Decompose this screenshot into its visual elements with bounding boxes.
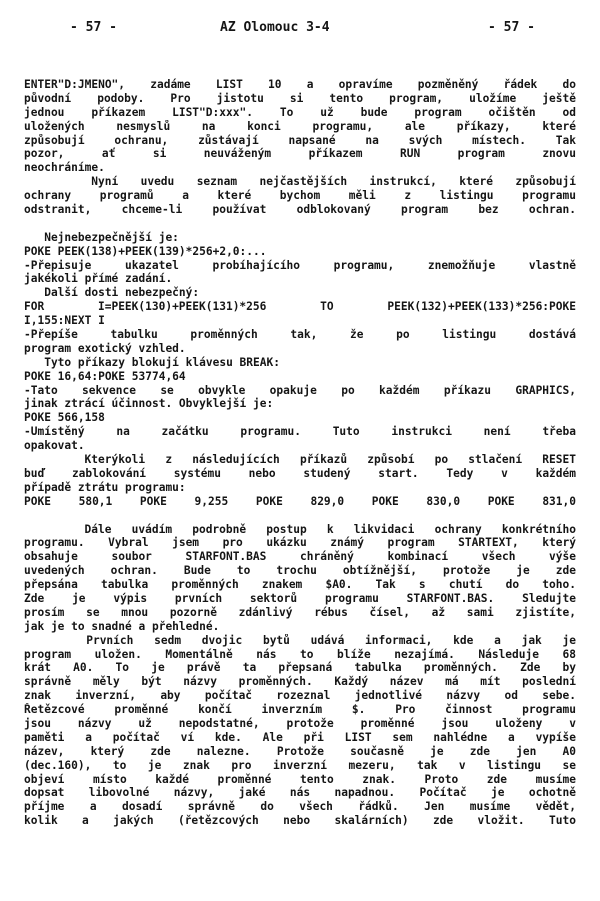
text-line: případě ztrátu programu: (24, 480, 186, 494)
page-header (0, 20, 600, 40)
text-line: jsou názvy už nepodstatné, protože proměnné jsou uloženy v (24, 716, 576, 730)
text-line: způsobují ochranu, zůstávají napsané na svých místech. Tak (24, 133, 576, 147)
text-line: -Tato sekvence se obvykle opakuje po každém příkazu GRAPHICS, (24, 383, 576, 397)
text-line: jakékoli přímé zadání. (24, 272, 173, 286)
text-line: jinak ztrácí účinnost. Obvyklejší je: (24, 397, 274, 411)
text-line: -Přepíše tabulku proměnných tak, že po listingu dostává (24, 328, 576, 342)
text-line: ENTER"D:JMENO", zadáme LIST 10 a opravíme pozměněný řádek do (24, 78, 576, 91)
text-line: krát A0. To je právě ta přepsaná tabulka proměnných. Zde by (24, 661, 576, 675)
text-line: programu. Vybral jsem pro ukázku známý program STARTEXT, který (24, 536, 576, 550)
text-line: odstranit, chceme-li používat odblokovaný program bez ochran. (24, 203, 576, 217)
text-line: I,155:NEXT I (24, 314, 105, 328)
text-line: POKE 580,1 POKE 9,255 POKE 829,0 POKE 830,0 POKE 831,0 (24, 494, 576, 508)
text-line: jak je to snadné a přehledné. (24, 619, 220, 633)
text-line: ochrany programů a které bychom měli z listingu programu (24, 189, 576, 203)
text-line: Prvních sedm dvojic bytů udává informaci, kde a jak je (24, 633, 576, 647)
text-line (24, 509, 576, 523)
text-line: obsahuje soubor STARFONT.BAS chráněný kombinací všech výše (24, 550, 576, 564)
text-line: neochráníme. (24, 161, 105, 175)
text-line: Kterýkoli z následujících příkazů způsobí po stlačení RESET (24, 453, 576, 467)
text-line: prosím se mnou pozorně zdánlivý rébus čísel, až sami zjistíte, (24, 605, 576, 619)
text-line: buď zablokování systému nebo studený start. Tedy v každém (24, 466, 576, 480)
text-line: Zde je výpis prvních sektorů programu STARFONT.BAS. Sledujte (24, 591, 576, 605)
article-body (24, 78, 576, 828)
text-line: přepsána tabulka proměnných znakem $A0. Tak s chutí do toho. (24, 578, 576, 592)
running-title: AZ Olomouc 3-4 (220, 20, 330, 35)
text-line: POKE PEEK(138)+PEEK(139)*256+2,0:... (24, 244, 267, 258)
text-line: (dec.160), to je znak pro inverzní mezeru, tak v listingu se (24, 758, 576, 772)
text-line: -Umístěný na začátku programu. Tuto instrukci není třeba (24, 425, 576, 439)
text-line: znak inverzní, aby počítač rozeznal jednotlivé názvy od sebe. (24, 689, 576, 703)
text-line: uložených nesmyslů na konci programu, ale příkazy, které (24, 119, 576, 133)
text-line: POKE 566,158 (24, 411, 105, 425)
text-line: objeví místo každé proměnné tento znak. Proto zde musíme (24, 772, 576, 786)
text-line: Řetězcové proměnné končí inverzním $. Pro činnost programu (24, 703, 576, 717)
text-line: Nejnebezpečnější je: (24, 230, 179, 244)
page-number-left: - 57 - (70, 20, 117, 35)
text-line: uvedených ochran. Bude to trochu obtížnější, protože je zde (24, 564, 576, 578)
text-line: -Přepisuje ukazatel probíhajícího programu, znemožňuje vlastně (24, 258, 576, 272)
text-line: dopsat libovolné názvy, jaké nás napadnou. Počítač je ochotně (24, 786, 576, 800)
text-line: správně měly být názvy proměnných. Každý název má mít poslední (24, 675, 576, 689)
text-line: název, který zde nalezne. Protože současně je zde jen A0 (24, 744, 576, 758)
text-line: program uložen. Momentálně nás to blíže nezajímá. Následuje 68 (24, 647, 576, 661)
text-line: paměti a počítač ví kde. Ale při LIST sem nahlédne a vypíše (24, 730, 576, 744)
text-line: opakovat. (24, 439, 85, 453)
text-line: příjme a dosadí správně do všech řádků. Jen musíme vědět, (24, 800, 576, 814)
text-line: POKE 16,64:POKE 53774,64 (24, 369, 186, 383)
text-line (24, 217, 576, 231)
text-line: Tyto příkazy blokují klávesu BREAK: (24, 355, 280, 369)
page-number-right: - 57 - (488, 20, 535, 35)
text-line: program exotický vzhled. (24, 341, 186, 355)
text-line: Nyní uvedu seznam nejčastějších instrukcí, které způsobují (24, 175, 576, 189)
text-line: Další dosti nebezpečný: (24, 286, 200, 300)
text-line: Dále uvádím podrobně postup k likvidaci ochrany konkrétního (24, 522, 576, 536)
text-line: jednou příkazem LIST"D:xxx". To už bude program očištěn od (24, 105, 576, 119)
text-line: FOR I=PEEK(130)+PEEK(131)*256 TO PEEK(132)+PEEK(133)*256:POKE (24, 300, 576, 314)
text-line: kolik a jakých (řetězcových nebo skalárních) zde vložit. Tuto (24, 814, 576, 828)
text-line: původní podoby. Pro jistotu si tento program, uložíme ještě (24, 91, 576, 105)
text-line: pozor, ať si neuváženým příkazem RUN program znovu (24, 147, 576, 161)
